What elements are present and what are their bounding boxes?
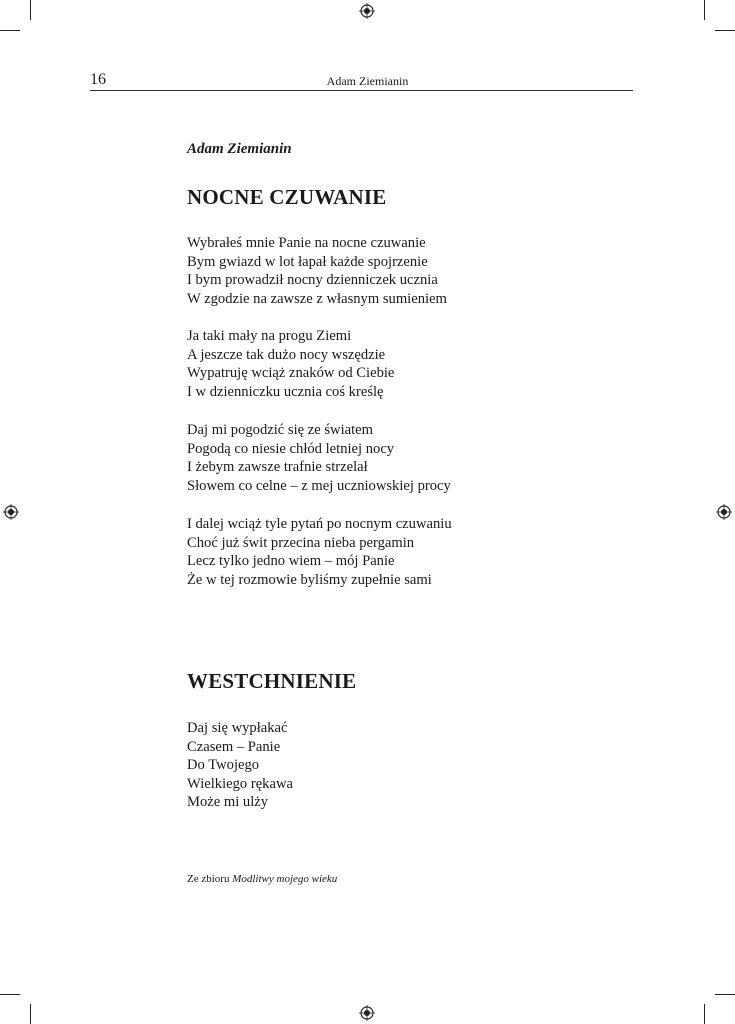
poem-line: I w dzienniczku ucznia coś kreślę [187, 383, 384, 400]
crop-mark [704, 1004, 705, 1024]
registration-mark-icon [359, 3, 375, 19]
crop-mark [30, 1004, 31, 1024]
stanza [187, 421, 451, 495]
poem-line: I żebym zawsze trafnie strzelał [187, 459, 368, 476]
stanza [187, 719, 293, 812]
crop-mark [704, 0, 705, 20]
stanza [187, 234, 447, 308]
poem-line: Czasem – Panie [187, 738, 281, 755]
poem-line: Wybrałeś mnie Panie na nocne czuwanie [187, 235, 426, 251]
poem-title: NOCNE CZUWANIE [187, 185, 387, 209]
registration-mark-icon [359, 1005, 375, 1021]
poem-line: Słowem co celne – z mej uczniowskiej procy [187, 477, 451, 494]
poem-title: WESTCHNIENIE [187, 669, 357, 693]
poem-line: Że w tej rozmowie byliśmy zupełnie sami [187, 571, 432, 588]
running-title: Adam Ziemianin [326, 74, 409, 88]
source-note-prefix: Ze zbioru [187, 873, 233, 885]
crop-mark [0, 30, 20, 31]
poem-line: I bym prowadził nocny dzienniczek ucznia [187, 272, 438, 289]
poem-line: Pogodą co niesie chłód letniej nocy [187, 440, 395, 457]
author-name: Adam Ziemianin [187, 141, 292, 157]
poem-line: Wypatruję wciąż znaków od Ciebie [187, 365, 395, 382]
poem-line: Daj mi pogodzić się ze światem [187, 422, 374, 438]
source-note [187, 873, 337, 886]
poem-line: Do Twojego [187, 757, 260, 774]
poem-line: Może mi ulży [187, 794, 269, 811]
header-rule [90, 90, 633, 91]
poem-line: Wielkiego rękawa [187, 775, 293, 792]
poem-line: Lecz tylko jedno wiem – mój Panie [187, 553, 395, 570]
poem-line: Bym gwiazd w lot łapał każde spojrzenie [187, 253, 428, 270]
page-number: 16 [90, 71, 106, 88]
poem-line: Choć już świt przecina nieba pergamin [187, 534, 415, 551]
crop-mark [715, 30, 735, 31]
crop-mark [715, 994, 735, 995]
registration-mark-icon [716, 504, 732, 520]
poem-line: W zgodzie na zawsze z własnym sumieniem [187, 290, 447, 307]
collection-title: Modlitwy mojego wieku [232, 873, 338, 885]
poem-line: Ja taki mały na progu Ziemi [187, 328, 352, 344]
stanza [187, 327, 394, 401]
poem-line: A jeszcze tak dużo nocy wszędzie [187, 346, 386, 363]
stanza [187, 515, 452, 589]
crop-mark [0, 994, 20, 995]
poem-line: I dalej wciąż tyle pytań po nocnym czuwaniu [187, 516, 452, 532]
crop-mark [30, 0, 31, 20]
poem-line: Daj się wypłakać [187, 720, 288, 736]
registration-mark-icon [3, 504, 19, 520]
